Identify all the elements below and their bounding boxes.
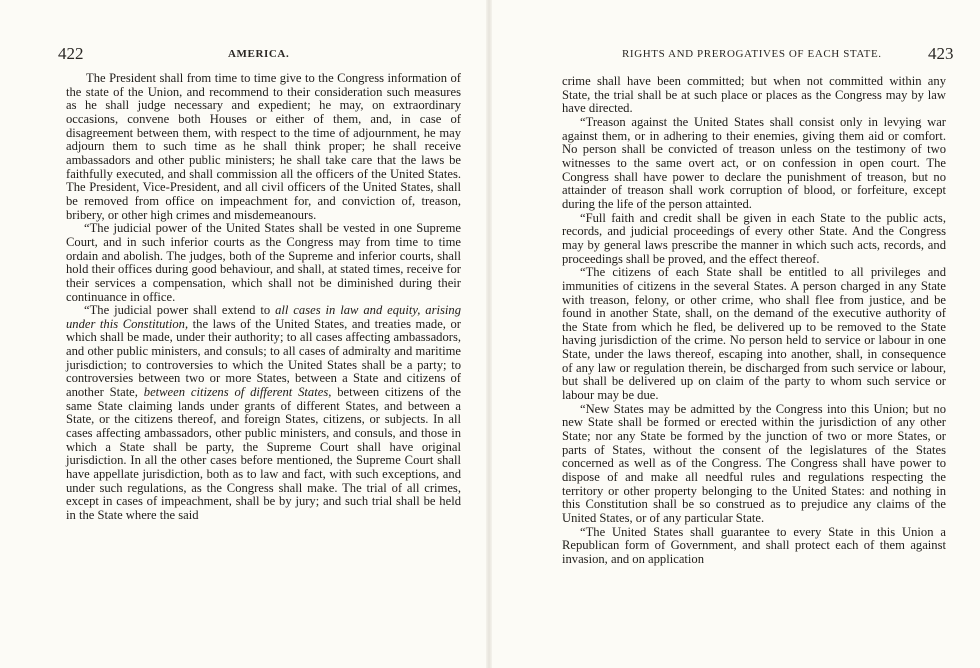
left-body-text: [66, 72, 461, 523]
right-running-head: RIGHTS AND PREROGATIVES OF EACH STATE.: [622, 48, 882, 60]
paragraph: “The citizens of each State shall be entitled to all privileges and immunities of citizens in the several States. A person charged in any State with treason, felony, or other crime, who shall flee from justice, and be found in another State, shall, on the demand of the executive authority of the State from which he fled, be delivered up to be removed to the State having jurisdiction of the crime. No person held to service or labour in one State, under the laws thereof, escaping into another, shall, in consequence of any law or regulation therein, be discharged from such service or labour, but shall be delivered up on claim of the party to whom such service or labour may be due.: [562, 265, 946, 403]
paragraph: The President shall from time to time give to the Congress information of the state of the Union, and recommend to their consideration such measures as he shall judge necessary and expedient; he may, on extraordinary occasions, convene both Houses or either of them, and, in case of disagreement between them, with respect to the time of adjournment, he may adjourn them to such time as he shall think proper; he shall receive ambassadors and other public ministers; he shall take care that the laws be faithfully executed, and shall commission all the officers of the United States. The President, Vice-President, and all civil officers of the United States, shall be removed from office on impeachment for, and conviction of, treason, bribery, or other high crimes and misdemeanours.: [66, 71, 461, 222]
text-run: the laws of the United States, and treaties made, or which shall be made, under their authority; to all cases affecting ambassadors, and other public ministers, and consuls; to all cases of admiralty and maritime jurisdiction; to controversies to which the United States shall be a party; to controversies between two or more States, between a State and citizens of another State,: [66, 316, 461, 400]
text-run: between citizens of the same State claiming lands under grants of different States, and between a State, or the citizens thereof, and foreign States, citizens, or subjects. In all cases affecting ambassadors, other public ministers, and consuls, and those in which a State shall be party, the Supreme Court shall have original jurisdiction. In all the other cases before mentioned, the Supreme Court shall have appellate jurisdiction, both as to law and fact, with such exceptions, and under such regulations, as the Congress shall make. The trial of all crimes, except in cases of impeachment, shall be by jury; and such trial shall be held in the State where the said: [66, 385, 462, 522]
text-run: “The judicial power shall extend to: [84, 303, 276, 318]
italic-emphasis: all cases in law and equity, arising under this Constitution,: [66, 303, 461, 331]
paragraph: “Treason against the United States shall consist only in levying war against them, or in adhering to their enemies, giving them aid or comfort. No person shall be convicted of treason unless on the testimony of two witnesses to the same overt act, or on confession in open court. The Congress shall have power to declare the punishment of treason, but no attainder of treason shall work corruption of blood, or forfeiture, except during the life of the person attainted.: [562, 114, 946, 211]
paragraph: “New States may be admitted by the Congress into this Union; but no new State shall be formed or erected within the jurisdiction of any other State; nor any State be formed by the junction of two or more States, or parts of States, without the consent of the legislatures of the States concerned as well as of the Congress. The Congress shall have power to dispose of and make all needful rules and regulations respecting the territory or other property belonging to the United States: and nothing in this Constitution shall be so construed as to prejudice any claims of the United States, or of any particular State.: [562, 401, 946, 525]
paragraph: [66, 304, 461, 523]
paragraph: “The judicial power of the United States shall be vested in one Supreme Court, and in such inferior courts as the Congress may from time to time ordain and abolish. The judges, both of the Supreme and inferior courts, shall hold their offices during good behaviour, and shall, at stated times, receive for their services a compensation, which shall not be diminished during their continuance in office.: [66, 221, 461, 304]
paragraph: “Full faith and credit shall be given in each State to the public acts, records, and judicial proceedings of every other State. And the Congress may by general laws prescribe the manner in which such acts, records, and proceedings shall be proved, and the effect thereof.: [562, 210, 946, 266]
left-running-head: AMERICA.: [228, 48, 290, 60]
italic-emphasis: between citizens of different States,: [143, 385, 332, 400]
right-body-text: [562, 75, 946, 567]
paragraph-continuation: crime shall have been committed; but when not committed within any State, the trial shall be at such place or places as the Congress may by law have directed.: [562, 74, 946, 116]
right-page: [490, 0, 980, 668]
right-page-number: 423: [928, 44, 954, 63]
left-page-number: 422: [58, 44, 84, 63]
paragraph: “The United States shall guarantee to every State in this Union a Republican form of Government, and shall protect each of them against invasion, and on application: [562, 524, 946, 566]
